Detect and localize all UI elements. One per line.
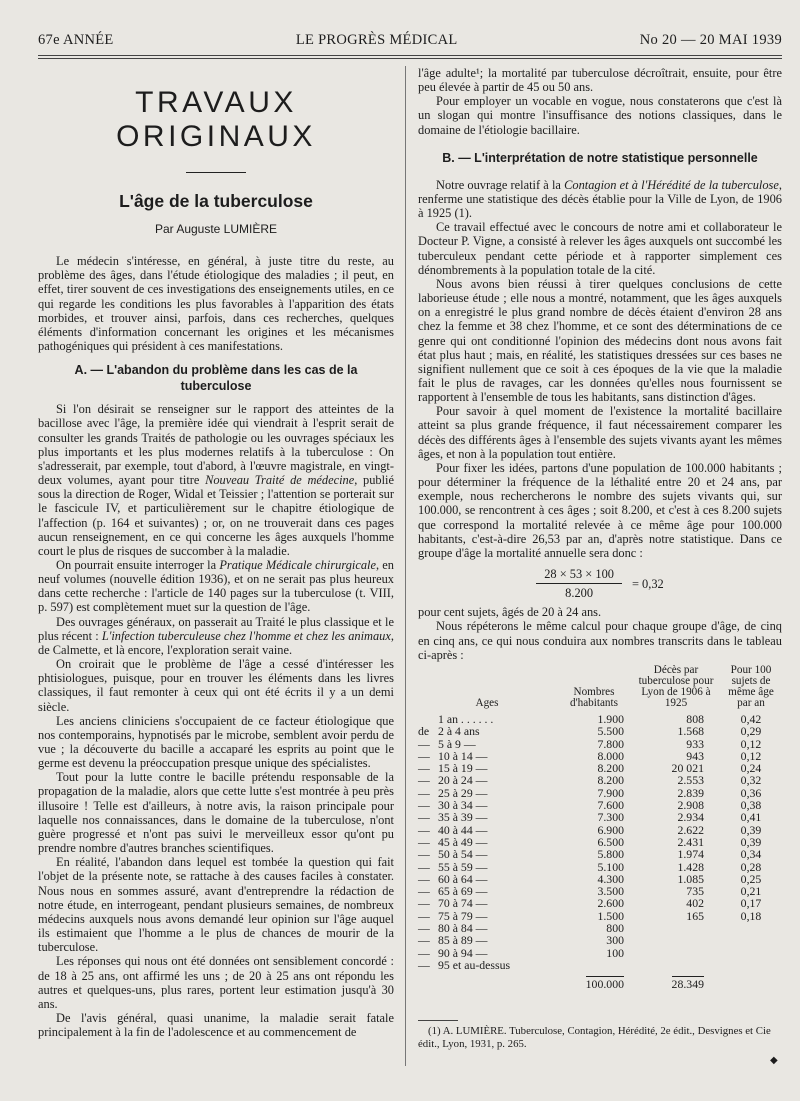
row-habitants: 8.000 — [597, 748, 624, 763]
formula-result: = 0,32 — [631, 576, 664, 591]
right-paragraph-0: l'âge adulte¹; la mortalité par tuberculose décroîtrait, ensuite, pour être peu élevée à partir de 45 ou 50 ans. — [418, 66, 782, 95]
total-habitants: 100.000 — [585, 977, 624, 992]
row-pourcent — [720, 947, 782, 959]
row-habitants: 1.500 — [597, 908, 624, 923]
row-habitants: 6.500 — [597, 834, 624, 849]
paragraph-1 — [38, 402, 394, 558]
row-pourcent: 0,42 — [740, 711, 762, 726]
row-pourcent: 0,32 — [740, 773, 762, 788]
row-age: 35 à 39 — — [438, 810, 488, 825]
paragraph-3-text-a: Des ouvrages généraux, on passerait au Traité le plus classique et le plus récent : — [38, 614, 394, 643]
right-paragraph-1: Pour employer un vocable en vogue, nous constaterons que c'est là un slogan qui montre l'insuffisance des notions classiques, dans le domaine de l'étiologie bacillaire. — [418, 94, 782, 137]
row-age: 95 et au-dessus — [438, 957, 511, 972]
row-habitants: 8.200 — [597, 761, 624, 776]
row-deces: 402 — [686, 896, 704, 911]
formula-denominator: 8.200 — [565, 586, 594, 601]
row-prefix: — — [418, 859, 430, 874]
row-pourcent: 0,29 — [740, 724, 762, 739]
age-statistics-table — [418, 665, 782, 991]
byline-prefix: Par — [154, 222, 174, 236]
paragraph-3-italic: L'infection tuberculeuse chez l'homme et chez les animaux — [101, 628, 391, 643]
author-name: Auguste LUMIÈRE — [176, 222, 278, 236]
footnote-text: (1) A. LUMIÈRE. Tuberculose, Contagion, Hérédité, 2e édit., Desvignes et Cie édit., Lyon, 1931, p. 265. — [418, 1025, 771, 1050]
row-habitants: 100 — [606, 945, 624, 960]
table-row — [418, 725, 782, 737]
row-age: 25 à 29 — — [438, 785, 488, 800]
row-prefix: — — [418, 933, 430, 948]
row-deces: 1.085 — [677, 871, 704, 886]
volume-label: 67e ANNÉE — [38, 31, 114, 48]
left-column — [38, 66, 394, 1039]
formula-numerator: 28 × 53 × 100 — [536, 567, 622, 584]
table-row — [418, 774, 782, 786]
row-pourcent: 0,17 — [740, 896, 762, 911]
row-age: 10 à 14 — — [438, 748, 488, 763]
row-deces: 808 — [686, 711, 704, 726]
row-pourcent: 0,21 — [740, 884, 762, 899]
paragraph-6: Tout pour la lutte contre le bacille prétendu responsable de la propagation de la maladie, alors que cette lutte s'est montrée à peu près illusoire ! Telle est d'ailleurs, à notre avis, la raison principale pour laquelle nos connaissances, dans le domaine de la tuberculose, n'ont guère progressé et n'ont pas suivi le merveilleux essor qu'ont pu prendre nombre d'autres branches scientifiques. — [38, 770, 394, 856]
table-row — [418, 861, 782, 873]
row-age: 40 à 44 — — [438, 822, 488, 837]
row-age: 60 à 64 — — [438, 871, 488, 886]
paragraph-4: On croirait que le problème de l'âge a cessé d'intéresser les phtisiologues, puisque, pour en trouver les éléments dans les livres classiques, il faut remonter à ceux qui ont été écrits il y a un demi siècle. — [38, 657, 394, 714]
paragraph-1-text-b: , publié sous la direction de Roger, Widal et Teissier ; l'attention se porterait sur le fascicule IV, et particulièrement sur le chapitre étiologique de l'affection (p. 164 et suivantes) ; or, on ne trouverait dans ces pages aucun renseignement, en ce qui concerne les âges auxquels l'homme court le plus de risques de succomber à la maladie. — [38, 473, 394, 558]
row-pourcent — [720, 959, 782, 971]
row-pourcent: 0,36 — [740, 785, 762, 800]
right-paragraph-5: Pour savoir à quel moment de l'existence la mortalité bacillaire atteint sa plus grande fréquence, il faut nécessairement comparer les décès des différents âges à l'ensemble des sujets vivants ayant les mêmes âges, et non à la population tout entière. — [418, 404, 782, 461]
row-prefix: — — [418, 810, 430, 825]
row-habitants: 6.900 — [597, 822, 624, 837]
right-paragraph-7: pour cent sujets, âgés de 20 à 24 ans. — [418, 605, 602, 620]
column-separator — [405, 66, 406, 1066]
paragraph-5: Les anciens cliniciens s'occupaient de ce facteur étiologique que nos contemporains, hypnotisés par le microbe, semblent avoir perdu de vue ; la découverte du bacille a accaparé les esprits au point que le germe est devenu la préoccupation presque unique des spécialistes. — [38, 713, 394, 771]
paragraph-2-text-a: On pourrait ensuite interroger la — [56, 557, 217, 572]
table-row — [418, 959, 782, 971]
paragraph-1-italic: Nouveau Traité de médecine — [205, 473, 355, 488]
row-prefix: — — [418, 847, 430, 862]
row-pourcent: 0,28 — [740, 859, 762, 874]
table-header-row — [418, 665, 782, 713]
right-paragraph-2-text-b: , renferme une statistique des décès établie pour la Ville de Lyon, de 1906 à 1925 (1). — [418, 177, 782, 221]
row-prefix: — — [418, 957, 430, 972]
total-habitants-cell — [556, 971, 632, 990]
row-habitants: 5.100 — [597, 859, 624, 874]
row-deces: 165 — [686, 908, 704, 923]
row-deces: 943 — [686, 748, 704, 763]
row-age: 15 à 19 — — [438, 761, 488, 776]
table-row — [418, 848, 782, 860]
table-row — [418, 811, 782, 823]
row-deces: 933 — [686, 736, 704, 751]
row-age: 2 à 4 ans — [438, 724, 480, 739]
row-deces: 2.553 — [677, 773, 704, 788]
total-blank-1 — [418, 971, 438, 990]
row-prefix: — — [418, 761, 430, 776]
row-deces: 2.622 — [677, 822, 704, 837]
row-deces: 1.568 — [677, 724, 704, 739]
row-age: 5 à 9 — — [438, 736, 476, 751]
byline — [38, 222, 394, 236]
row-habitants: 4.300 — [597, 871, 624, 886]
row-habitants: 5.800 — [597, 847, 624, 862]
row-pourcent: 0,24 — [740, 761, 762, 776]
row-prefix: de — [418, 724, 430, 739]
row-prefix: — — [418, 736, 430, 751]
total-blank-2 — [438, 971, 556, 990]
row-pourcent: 0,34 — [740, 847, 762, 862]
row-habitants: 7.600 — [597, 798, 624, 813]
paragraph-3 — [38, 615, 394, 657]
table-total-row — [418, 971, 782, 990]
row-prefix: — — [418, 822, 430, 837]
row-habitants: 2.600 — [597, 896, 624, 911]
header-pourcent: Pour 100 sujets de même âge par an — [728, 663, 774, 709]
row-habitants: 800 — [606, 920, 624, 935]
row-prefix: — — [418, 773, 430, 788]
header-deces: Décès par tuberculose pour Lyon de 1906 à 1925 — [638, 663, 714, 709]
row-age: 45 à 49 — — [438, 834, 488, 849]
title-rule — [186, 172, 246, 173]
row-habitants: 300 — [606, 933, 624, 948]
row-deces: 735 — [686, 884, 704, 899]
row-age: 80 à 84 — — [438, 920, 488, 935]
footnote-rule — [418, 1020, 458, 1021]
row-age: 85 à 89 — — [438, 933, 488, 948]
section-b-heading: B. — L'interprétation de notre statistique personnelle — [442, 150, 758, 165]
paragraph-8: Les réponses qui nous ont été données ont sensiblement concordé : de 18 à 25 ans, ont affirmé les uns ; de 20 à 25 ans ont répondu les autres et quelques-uns, plus rares, portent leur estimation jusqu'à 30 ans. — [38, 954, 394, 1011]
header-rule-bottom — [38, 58, 782, 59]
article-title: L'âge de la tuberculose — [119, 191, 313, 211]
row-pourcent: 0,38 — [740, 798, 762, 813]
row-deces: 2.908 — [677, 798, 704, 813]
right-paragraph-2-text-a: Notre ouvrage relatif à la — [436, 177, 561, 192]
row-habitants: 1.900 — [597, 711, 624, 726]
mortality-formula — [418, 567, 782, 600]
row-pourcent — [720, 934, 782, 946]
row-deces: 2.934 — [677, 810, 704, 825]
row-age: 20 à 24 — — [438, 773, 488, 788]
row-habitants: 5.500 — [597, 724, 624, 739]
row-prefix: — — [418, 871, 430, 886]
row-deces: 2.839 — [677, 785, 704, 800]
paragraph-1-text-a: Si l'on désirait se renseigner sur le rapport des atteintes de la bacillose avec l'âge, la première idée qui viendrait à l'esprit serait de consulter les grands Traités de pathologie ou les ouvrages spéciaux les plus importants et les plus modernes relatifs à la tuberculose : On s'adresserait, par exemple, tout d'abord, à l'œuvre magistrale, en vingt-deux volumes, ayant pour titre — [38, 402, 394, 488]
row-pourcent: 0,39 — [740, 834, 762, 849]
paragraph-3-text-b: , de Calmette, et là encore, l'exploration serait vaine. — [38, 628, 394, 657]
journal-name: LE PROGRÈS MÉDICAL — [295, 31, 458, 48]
row-prefix: — — [418, 920, 430, 935]
paragraph-2-italic: Pratique Médicale chirurgicale — [219, 557, 376, 572]
row-pourcent: 0,25 — [740, 871, 762, 886]
paragraph-2-text-b: , en neuf volumes (nouvelle édition 1936), et on ne serait pas plus heureux dans cette recherche : l'article de 140 pages sur la tuberculose (t. VIII, p. 597) est complètement muet sur la question de l'âge. — [38, 557, 394, 615]
row-age: 55 à 59 — — [438, 859, 488, 874]
row-pourcent: 0,18 — [740, 908, 762, 923]
row-deces: 1.428 — [677, 859, 704, 874]
right-paragraph-6: Pour fixer les idées, partons d'une population de 100.000 habitants ; pour déterminer la fréquence de la léthalité entre 20 et 24 ans, par exemple, nous rechercherons le nombre des sujets vivants qui, sur 100.000, se rencontrent à ces âges ; soit 8.200, et c'est à ces 8.200 sujets que correspond la mortalité relevée à ce même âge pour 100.000 habitants, c'est-à-dire 26,53 par an, d'après notre statistique. Dans ce groupe d'âge la mortalité annuelle sera donc : — [418, 460, 782, 560]
formula-fraction — [536, 567, 622, 600]
row-deces — [632, 922, 720, 934]
intro-paragraph: Le médecin s'intéresse, en général, à juste titre du reste, au problème des âges, dans l'étude étiologique des maladies ; il peut, en effet, tirer souvent de ces investigations des enseignements utiles, en ce qui regarde les conditions les plus favorables à l'apparition des états morbides, et trouver ainsi, parfois, dans ces recherches, quelques éléments d'information concernant les origines et les mécanismes pathogéniques qui président à ces manifestations. — [38, 254, 394, 354]
footnote — [418, 1020, 782, 1051]
row-pourcent: 0,12 — [740, 748, 762, 763]
row-deces — [632, 947, 720, 959]
header-rule-top — [38, 55, 782, 56]
row-prefix: — — [418, 945, 430, 960]
paragraph-7: En réalité, l'abandon dans lequel est tombée la question qui fait l'objet de la présente note, se rattache à des causes faciles à constater. Nous nous en sommes assuré, avant d'entreprendre la rédaction de notre étude, en interrogeant, pendant plusieurs semaines, de nombreux médecins auxquels nous avons demandé leur opinion sur l'âge auquel ils estimaient que l'homme a le plus de chances de mourir de la tuberculose. — [38, 855, 394, 955]
row-deces — [632, 959, 720, 971]
row-habitants: 8.200 — [597, 773, 624, 788]
paragraph-2 — [38, 558, 394, 615]
table-row — [418, 738, 782, 750]
table-row — [418, 897, 782, 909]
page-header — [38, 30, 782, 50]
row-age: 50 à 54 — — [438, 847, 488, 862]
table-row — [418, 934, 782, 946]
row-prefix: — — [418, 785, 430, 800]
row-prefix: — — [418, 834, 430, 849]
right-paragraph-8: Nous répéterons le même calcul pour chaque groupe d'âge, de cinq en cinq ans, ce qui nous conduira aux nombres transcrits dans le tableau ci-après : — [418, 619, 782, 662]
row-prefix: — — [418, 908, 430, 923]
row-pourcent — [720, 922, 782, 934]
total-deces: 28.349 — [671, 977, 704, 992]
row-deces — [632, 934, 720, 946]
row-pourcent: 0,12 — [740, 736, 762, 751]
row-habitants: 7.900 — [597, 785, 624, 800]
right-paragraph-2 — [418, 178, 782, 220]
section-title: TRAVAUX ORIGINAUX — [116, 86, 316, 153]
ornament-diamond: ◆ — [770, 1055, 778, 1066]
header-ages: Ages — [475, 696, 499, 709]
row-habitants: 7.300 — [597, 810, 624, 825]
row-prefix: — — [418, 884, 430, 899]
row-prefix: — — [418, 748, 430, 763]
row-prefix: — — [418, 896, 430, 911]
row-habitants: 7.800 — [597, 736, 624, 751]
row-age: 65 à 69 — — [438, 884, 488, 899]
row-age: 90 à 94 — — [438, 945, 488, 960]
right-paragraph-4: Nous avons bien réussi à tirer quelques conclusions de cette laborieuse étude ; elle nous a montré, notamment, que les âges auxquels on a enregistré le plus grand nombre de décès étaient d'environ 28 ans chez la femme et 38 chez l'homme, et ce sont des déterminations de ce genre qui ont conditionné l'opinion des médecins dont nous avons fait état plus haut ; mais, en réalité, les statistiques dressées sur ces bases ne signifient nullement que ce soit à ces époques de la vie que la maladie fait le plus de ravages, car les données qu'elles nous fournissent se rapportent à l'ensemble de tous les habitants, sans distinction d'âges. — [418, 276, 782, 405]
row-age: 75 à 79 — — [438, 908, 488, 923]
row-pourcent: 0,41 — [740, 810, 762, 825]
row-age: 70 à 74 — — [438, 896, 488, 911]
header-habitants: Nombres d'habitants — [569, 685, 618, 709]
row-age: 1 an . . . . . . — [438, 711, 494, 726]
row-deces: 20 021 — [671, 761, 704, 776]
right-paragraph-2-italic: Contagion et à l'Hérédité de la tuberculose — [564, 177, 779, 192]
total-deces-cell — [632, 971, 720, 990]
row-age: 30 à 34 — — [438, 798, 488, 813]
row-habitants — [556, 959, 632, 971]
row-deces: 1.974 — [677, 847, 704, 862]
issue-date: No 20 — 20 MAI 1939 — [639, 31, 782, 48]
right-paragraph-3: Ce travail effectué avec le concours de notre ami et collaborateur le Docteur P. Vigne, a consisté à relever les âges auxquels ont succombé les tuberculeux pendant cette période et à rapporter simplement ces dénombrements à la population totale de la cité. — [418, 220, 782, 277]
right-column — [418, 66, 782, 990]
row-habitants: 3.500 — [597, 884, 624, 899]
section-a-heading: A. — L'abandon du problème dans les cas de la tuberculose — [74, 363, 358, 394]
row-prefix: — — [418, 798, 430, 813]
paragraph-9: De l'avis général, quasi unanime, la maladie serait fatale principalement à la fin de l'adolescence et au commencement de — [38, 1010, 394, 1040]
table-body — [418, 713, 782, 991]
row-deces: 2.431 — [677, 834, 704, 849]
total-blank-3 — [720, 971, 782, 990]
row-pourcent: 0,39 — [740, 822, 762, 837]
